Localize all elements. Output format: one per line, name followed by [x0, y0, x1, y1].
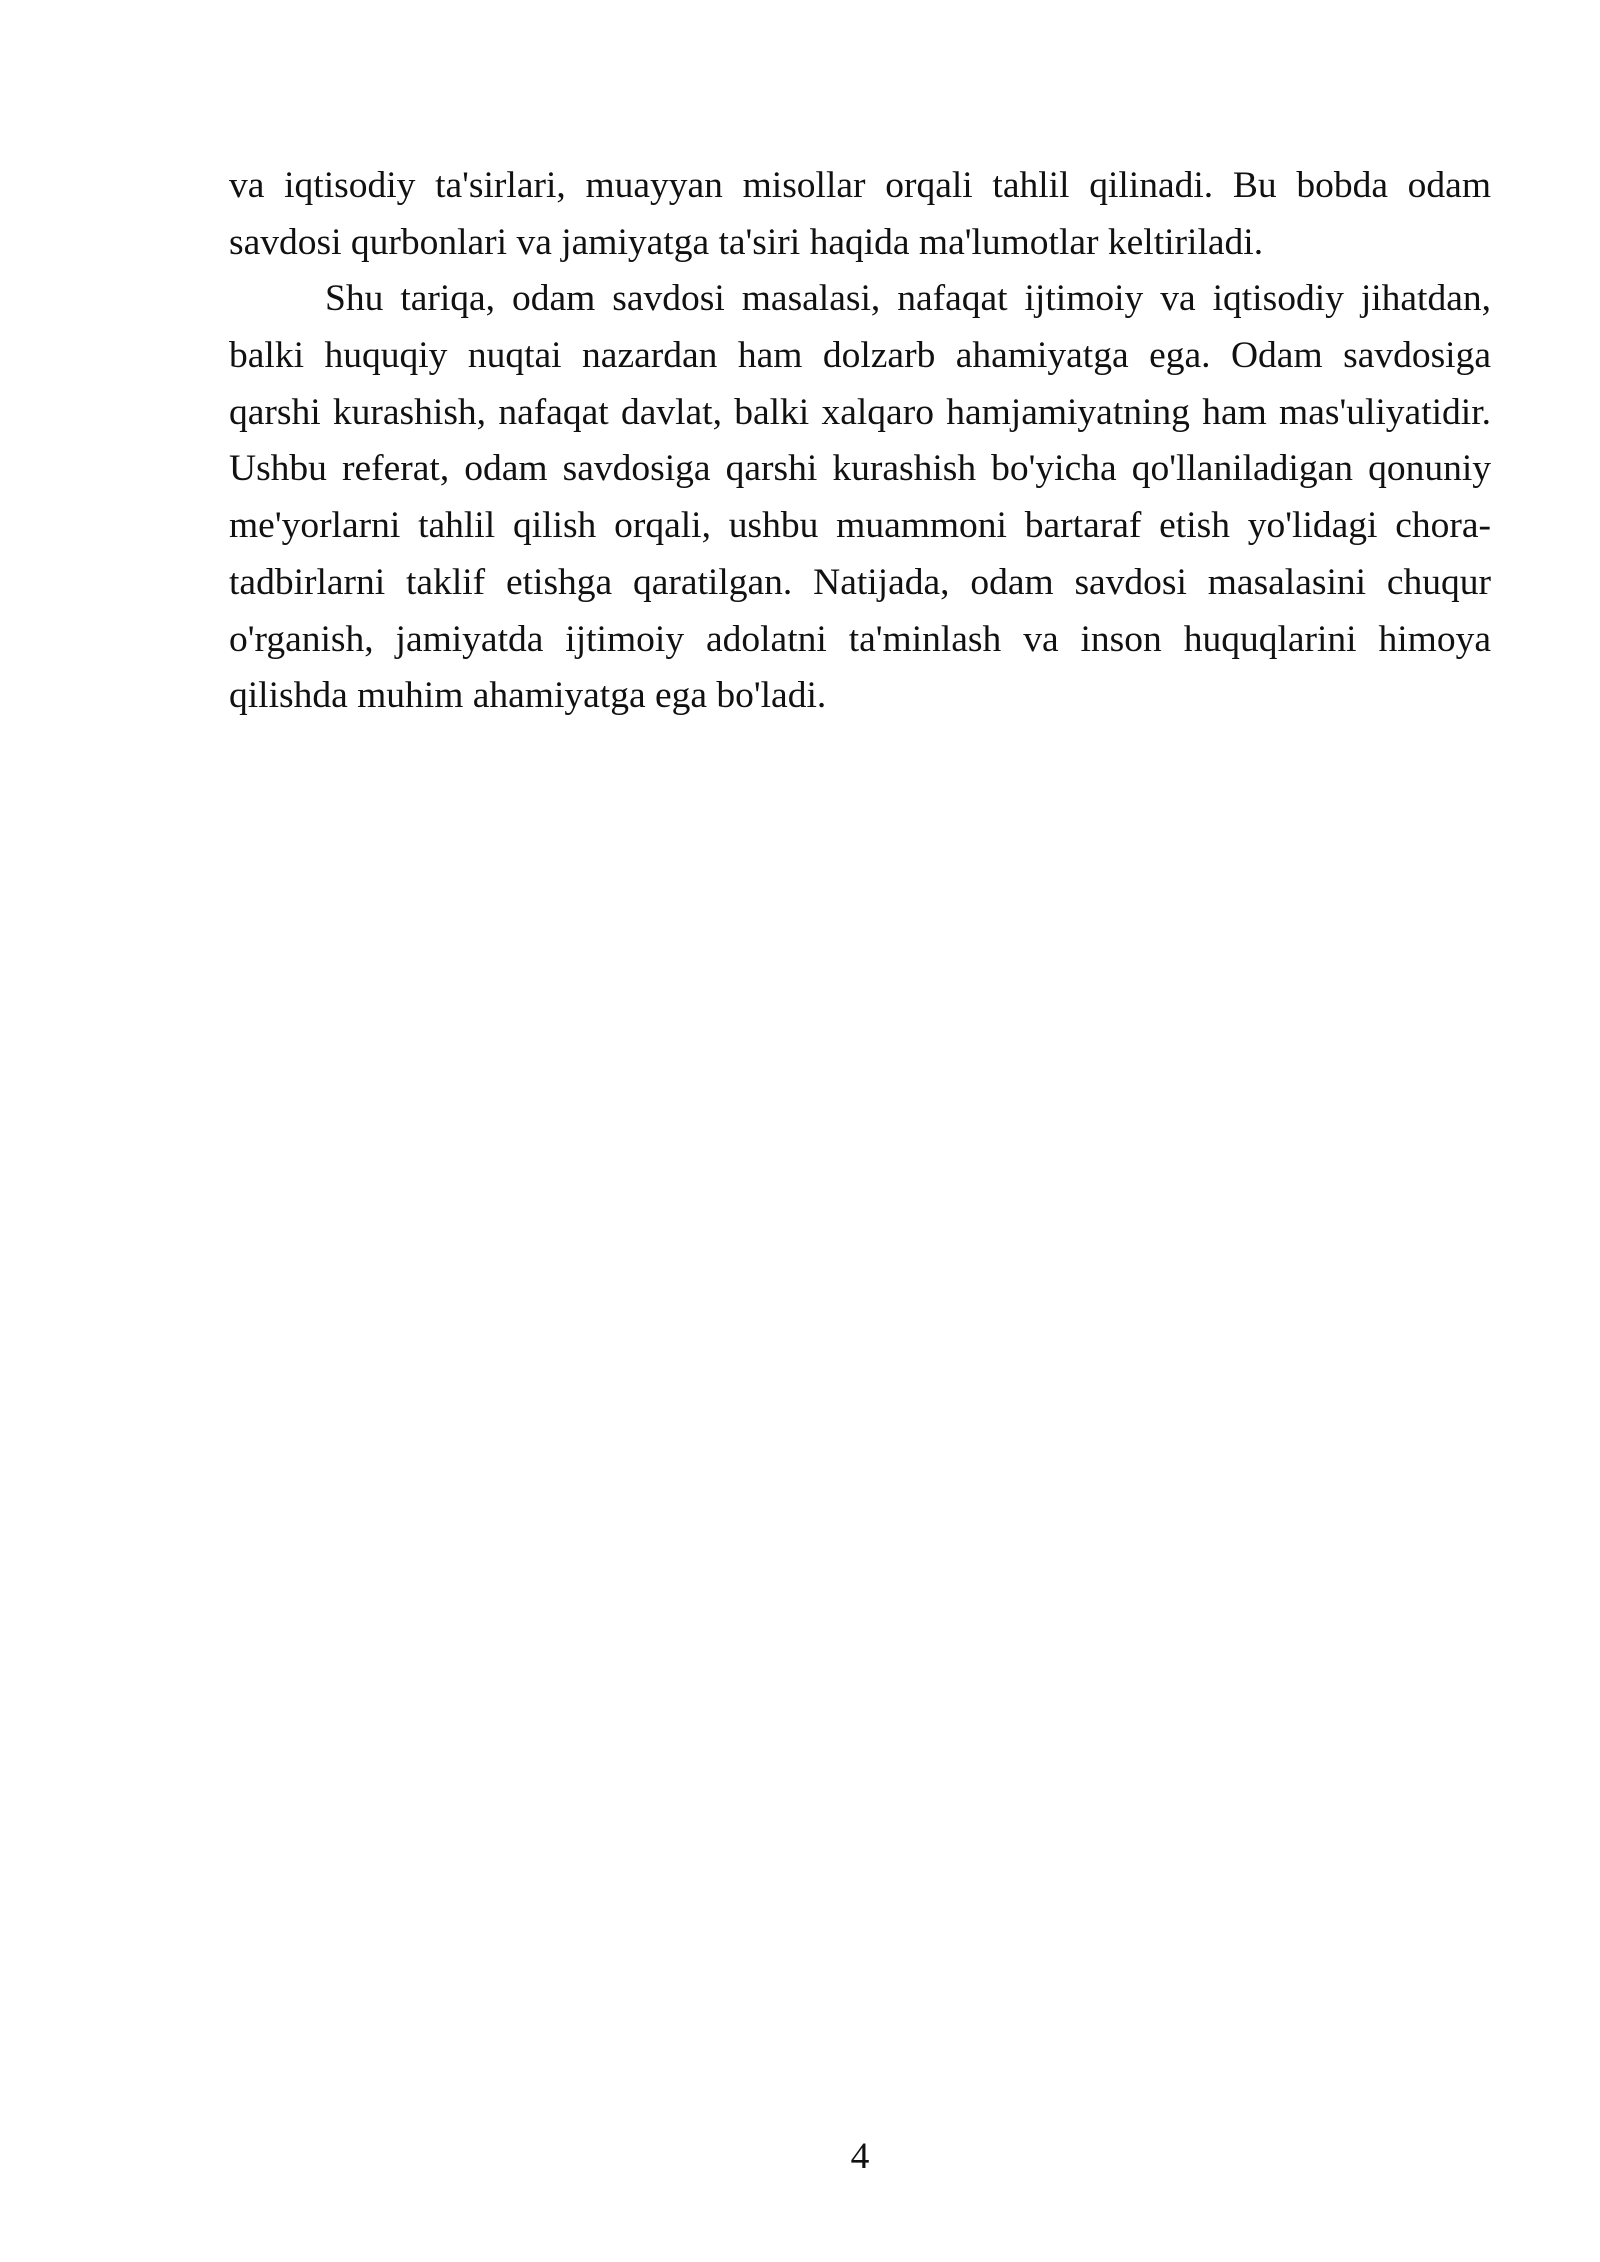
text-line: Ushbu referat, odam savdosiga qarshi kurashish bo'yicha qo'llaniladigan qonuniy — [229, 448, 1491, 490]
text-line: balki huquqiy nuqtai nazardan ham dolzarb ahamiyatga ega. Odam savdosiga — [229, 335, 1491, 377]
text-line: qilishda muhim ahamiyatga ega bo'ladi. — [229, 675, 827, 717]
paragraph-1 — [229, 158, 1491, 271]
page-number: 4 — [850, 2136, 870, 2177]
text-line: o'rganish, jamiyatda ijtimoiy adolatni ta'minlash va inson huquqlarini himoya — [229, 618, 1491, 660]
text-line: savdosi qurbonlari va jamiyatga ta'siri haqida ma'lumotlar keltiriladi. — [229, 221, 1264, 263]
body-text — [229, 158, 1491, 725]
text-line: qarshi kurashish, nafaqat davlat, balki xalqaro hamjamiyatning ham mas'uliyatidir. — [229, 391, 1491, 433]
text-line: me'yorlarni tahlil qilish orqali, ushbu muammoni bartaraf etish yo'lidagi chora- — [229, 505, 1491, 547]
text-line: tadbirlarni taklif etishga qaratilgan. Natijada, odam savdosi masalasini chuqur — [229, 561, 1491, 603]
text-line: va iqtisodiy ta'sirlari, muayyan misollar orqali tahlil qilinadi. Bu bobda odam — [229, 165, 1491, 206]
text-line: Shu tariqa, odam savdosi masalasi, nafaqat ijtimoiy va iqtisodiy jihatdan, — [325, 278, 1491, 320]
paragraph-2 — [229, 271, 1491, 725]
